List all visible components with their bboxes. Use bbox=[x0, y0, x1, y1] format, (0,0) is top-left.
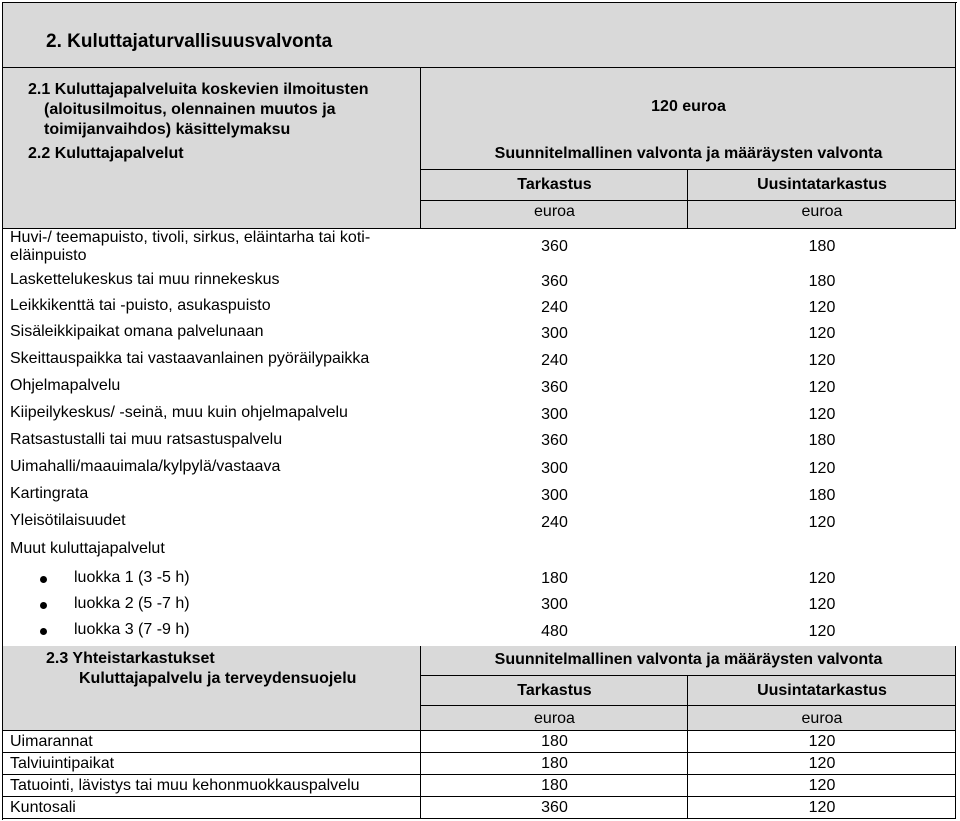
table-23-title-line-2: Kuluttajapalvelu ja terveydensuojelu bbox=[79, 670, 357, 687]
table-22-row-label-line-2: eläinpuisto bbox=[10, 247, 87, 264]
table-22-unit-uusintatarkastus: euroa bbox=[801, 203, 843, 220]
table-23-group-header: Suunnitelmallinen valvonta ja määräysten valvonta bbox=[494, 651, 883, 668]
table-23-row-label: Uimarannat bbox=[10, 733, 93, 750]
table-22-unit-tarkastus: euroa bbox=[534, 203, 575, 220]
bullet-row-value-uusinta: 120 bbox=[808, 623, 836, 640]
table-22-title: 2.2 Kuluttajapalvelut bbox=[28, 145, 184, 162]
table-23-row-value-tarkastus: 180 bbox=[541, 733, 568, 750]
table-23-unit-uusintatarkastus: euroa bbox=[801, 710, 843, 727]
table-22-row-value-tarkastus: 360 bbox=[541, 273, 568, 290]
table-22-row-label: Skeittauspaikka tai vastaavanlainen pyöräilypaikka bbox=[10, 350, 370, 367]
table-22-row-value-uusinta: 120 bbox=[808, 379, 836, 396]
table-23-row-value-tarkastus: 180 bbox=[541, 755, 568, 772]
table-22-row-value-tarkastus: 360 bbox=[541, 238, 568, 255]
table-23-col-tarkastus: Tarkastus bbox=[517, 682, 592, 699]
table-22-row-label: Yleisötilaisuudet bbox=[10, 512, 126, 529]
table-22-row-value-uusinta: 180 bbox=[808, 432, 836, 449]
table-22-row-value-tarkastus: 300 bbox=[541, 487, 568, 504]
table-22-row-value-tarkastus: 300 bbox=[541, 325, 568, 342]
table-22-group-header: Suunnitelmallinen valvonta ja määräysten valvonta bbox=[494, 145, 883, 162]
table-22-row-label: Ohjelmapalvelu bbox=[10, 377, 121, 394]
table-22-row-value-tarkastus: 240 bbox=[541, 299, 568, 316]
bullet-row-label: luokka 3 (7 -9 h) bbox=[74, 621, 190, 638]
table-22-row-value-uusinta: 180 bbox=[808, 487, 836, 504]
bullet-icon bbox=[40, 628, 47, 635]
table-22-row-label: Sisäleikkipaikat omana palvelunaan bbox=[10, 323, 264, 340]
table-23-row-value-tarkastus: 360 bbox=[541, 799, 568, 816]
table-22-row-value-uusinta: 120 bbox=[808, 325, 836, 342]
table-22-row-value-uusinta: 180 bbox=[808, 238, 836, 255]
table-23-title-line-1: 2.3 Yhteistarkastukset bbox=[46, 650, 215, 667]
bullet-row-label: luokka 2 (5 -7 h) bbox=[74, 595, 190, 612]
fee-21-amount: 120 euroa bbox=[651, 98, 726, 115]
table-22-row-label: Laskettelukeskus tai muu rinnekeskus bbox=[10, 271, 280, 288]
fee-21-label-line-2: (aloitusilmoitus, olennainen muutos ja bbox=[44, 101, 336, 118]
bullet-row-value-uusinta: 120 bbox=[808, 570, 836, 587]
table-22-col-tarkastus: Tarkastus bbox=[517, 176, 592, 193]
table-23-row-value-uusinta: 120 bbox=[808, 777, 836, 794]
table-22-row-label: Uimahalli/maauimala/kylpylä/vastaava bbox=[10, 458, 281, 475]
table-22-row-value-uusinta: 120 bbox=[808, 460, 836, 477]
table-23-row-label: Talviuintipaikat bbox=[10, 755, 115, 772]
table-23-row-value-uusinta: 120 bbox=[808, 799, 836, 816]
table-22-row-value-tarkastus: 360 bbox=[541, 379, 568, 396]
bullet-row-value-tarkastus: 300 bbox=[541, 596, 568, 613]
bullet-row-value-uusinta: 120 bbox=[808, 596, 836, 613]
table-22-row-value-uusinta: 180 bbox=[808, 273, 836, 290]
bullet-row-value-tarkastus: 480 bbox=[541, 623, 568, 640]
table-22-row-label: Leikkikenttä tai -puisto, asukaspuisto bbox=[10, 297, 271, 314]
table-22-row-label: Kiipeilykeskus/ -seinä, muu kuin ohjelmapalvelu bbox=[10, 404, 348, 421]
other-services-label: Muut kuluttajapalvelut bbox=[10, 540, 165, 557]
fee-21-label-line-1: 2.1 Kuluttajapalveluita koskevien ilmoitusten bbox=[28, 81, 369, 98]
table-22-row-label: Ratsastustalli tai muu ratsastuspalvelu bbox=[10, 431, 283, 448]
table-22-row-value-tarkastus: 360 bbox=[541, 432, 568, 449]
table-23-unit-tarkastus: euroa bbox=[534, 710, 575, 727]
table-22-row-label-line-1: Huvi-/ teemapuisto, tivoli, sirkus, eläintarha tai koti- bbox=[10, 229, 371, 246]
table-22-col-uusintatarkastus: Uusintatarkastus bbox=[757, 176, 887, 193]
bullet-row-value-tarkastus: 180 bbox=[541, 570, 568, 587]
bullet-row-label: luokka 1 (3 -5 h) bbox=[74, 569, 190, 586]
table-23-row-value-uusinta: 120 bbox=[808, 755, 836, 772]
table-22-row-value-tarkastus: 240 bbox=[541, 514, 568, 531]
table-22-row-value-tarkastus: 240 bbox=[541, 352, 568, 369]
table-22-row-value-tarkastus: 300 bbox=[541, 406, 568, 423]
fee-21-label-line-3: toimijanvaihdos) käsittelymaksu bbox=[44, 121, 291, 138]
bullet-icon bbox=[40, 602, 47, 609]
table-23-col-uusintatarkastus: Uusintatarkastus bbox=[757, 682, 887, 699]
table-22-row-value-uusinta: 120 bbox=[808, 299, 836, 316]
table-23-row-value-tarkastus: 180 bbox=[541, 777, 568, 794]
table-23-row-value-uusinta: 120 bbox=[808, 733, 836, 750]
bullet-icon bbox=[40, 576, 47, 583]
table-22-row-value-uusinta: 120 bbox=[808, 352, 836, 369]
table-22-row-value-tarkastus: 300 bbox=[541, 460, 568, 477]
section-title: 2. Kuluttajaturvallisuusvalvonta bbox=[46, 31, 333, 52]
table-22-row-label: Kartingrata bbox=[10, 485, 89, 502]
table-22-row-value-uusinta: 120 bbox=[808, 514, 836, 531]
table-23-row-label: Kuntosali bbox=[10, 799, 76, 816]
table-23-row-label: Tatuointi, lävistys tai muu kehonmuokkauspalvelu bbox=[10, 777, 360, 794]
table-22-row-value-uusinta: 120 bbox=[808, 406, 836, 423]
